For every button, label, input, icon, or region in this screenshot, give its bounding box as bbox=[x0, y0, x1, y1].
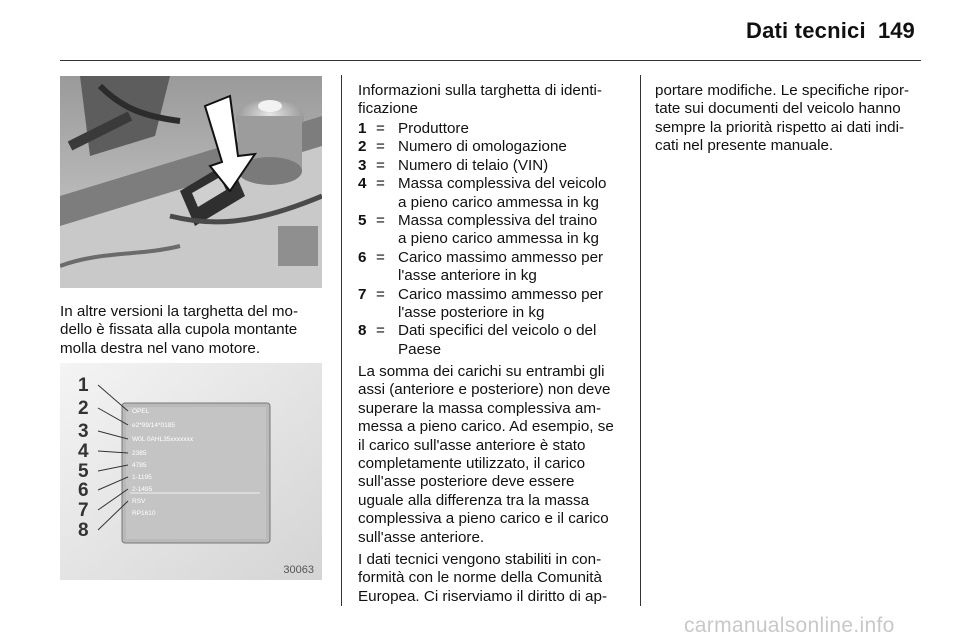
callout-number-3: 3 bbox=[78, 421, 89, 442]
callout-number-8: 8 bbox=[78, 520, 89, 541]
legend-text-continued: a pieno carico ammessa in kg bbox=[398, 230, 599, 248]
paragraph-line: tate sui documenti del veicolo hanno bbox=[655, 100, 901, 118]
column-divider-left bbox=[341, 75, 342, 606]
legend-text-continued: l'asse posteriore in kg bbox=[398, 303, 545, 321]
legend-number: 4 bbox=[358, 175, 367, 193]
callout-number-6: 6 bbox=[78, 480, 89, 501]
paragraph-line: La somma dei carichi su entrambi gli bbox=[358, 363, 605, 380]
paragraph-line: I dati tecnici vengono stabiliti in con- bbox=[358, 551, 602, 568]
paragraph-line: completamente utilizzato, il carico bbox=[358, 455, 586, 472]
column-divider-right bbox=[640, 75, 641, 606]
legend-intro-line-1: Informazioni sulla targhetta di identi- bbox=[358, 82, 602, 99]
legend-equals: = bbox=[376, 285, 385, 303]
legend-equals: = bbox=[376, 138, 385, 156]
legend-number: 8 bbox=[358, 322, 367, 340]
legend-equals: = bbox=[376, 322, 385, 340]
legend-number: 7 bbox=[358, 285, 367, 303]
plate-line-6: 1-1195 bbox=[132, 474, 152, 481]
plate-line-9: RP1610 bbox=[132, 510, 156, 517]
identification-plate-figure bbox=[60, 363, 322, 580]
engine-bay-photo bbox=[60, 76, 322, 288]
legend-text-continued: a pieno carico ammessa in kg bbox=[398, 193, 599, 211]
paragraph-line: formità con le norme della Comunità bbox=[358, 569, 602, 587]
plate-line-7: 2-1495 bbox=[132, 486, 153, 493]
legend-equals: = bbox=[376, 120, 385, 137]
figure-caption-line-1: In altre versioni la targhetta del mo- bbox=[60, 303, 299, 320]
paragraph-line: sull'asse posteriore deve essere bbox=[358, 473, 575, 491]
paragraph-line: sempre la priorità rispetto ai dati indi- bbox=[655, 118, 905, 136]
header-divider bbox=[60, 60, 921, 61]
paragraph-line: superare la massa complessiva am- bbox=[358, 399, 602, 417]
legend-text-continued: Paese bbox=[398, 340, 442, 358]
identification-plate-illustration bbox=[60, 363, 322, 580]
legend-number: 6 bbox=[358, 248, 367, 266]
legend-intro-line-2: ficazione bbox=[358, 100, 418, 118]
legend-text: Massa complessiva del veicolo bbox=[398, 175, 607, 193]
paragraph-line: assi (anteriore e posteriore) non deve bbox=[358, 381, 611, 399]
legend-text: Carico massimo ammesso per bbox=[398, 285, 604, 303]
paragraph-line: il carico sull'asse anteriore è stato bbox=[358, 436, 586, 454]
paragraph-line: sull'asse anteriore. bbox=[358, 528, 485, 546]
paragraph-line: Europea. Ci riserviamo il diritto di ap- bbox=[358, 587, 607, 605]
plate-line-5: 4785 bbox=[132, 462, 147, 469]
legend-text: Produttore bbox=[398, 120, 469, 137]
legend-equals: = bbox=[376, 248, 385, 266]
plate-line-3: W0L 0AHL35xxxxxxx bbox=[132, 436, 194, 443]
callout-number-7: 7 bbox=[78, 500, 89, 521]
paragraph-line: portare modifiche. Le specifiche ripor- bbox=[655, 82, 910, 99]
legend-text: Numero di omologazione bbox=[398, 138, 567, 156]
legend-text-continued: l'asse anteriore in kg bbox=[398, 267, 537, 285]
paragraph-line: messa a pieno carico. Ad esempio, se bbox=[358, 418, 614, 436]
legend-equals: = bbox=[376, 156, 385, 174]
figure-caption-line-3: molla destra nel vano motore. bbox=[60, 339, 261, 357]
legend-text: Massa complessiva del traino bbox=[398, 212, 598, 229]
legend-text: Carico massimo ammesso per bbox=[398, 248, 604, 266]
legend-equals: = bbox=[376, 175, 385, 193]
plate-line-4: 2385 bbox=[132, 450, 147, 457]
engine-bay-illustration bbox=[60, 76, 322, 288]
callout-number-4: 4 bbox=[78, 441, 89, 462]
legend-number: 3 bbox=[358, 156, 367, 174]
figure-code: 30063 bbox=[283, 564, 314, 576]
legend-equals: = bbox=[376, 212, 385, 229]
paragraph-line: uguale alla differenza tra la massa bbox=[358, 491, 590, 509]
legend-number: 1 bbox=[358, 120, 367, 137]
page-number: 149 bbox=[878, 18, 915, 43]
plate-line-1: OPEL bbox=[132, 408, 150, 415]
callout-number-1: 1 bbox=[78, 375, 89, 396]
paragraph-line: complessiva a pieno carico e il carico bbox=[358, 510, 609, 528]
plate-line-2: e2*99/14*0185 bbox=[132, 422, 176, 429]
paragraph-line: cati nel presente manuale. bbox=[655, 137, 834, 155]
legend-text: Numero di telaio (VIN) bbox=[398, 156, 549, 174]
figure-caption-line-2: dello è fissata alla cupola montante bbox=[60, 321, 298, 339]
page-title: Dati tecnici bbox=[746, 18, 866, 43]
legend-number: 5 bbox=[358, 212, 367, 229]
legend-number: 2 bbox=[358, 138, 367, 156]
callout-number-5: 5 bbox=[78, 461, 89, 482]
callout-number-2: 2 bbox=[78, 398, 89, 419]
plate-line-8: RSV bbox=[132, 498, 146, 505]
legend-text: Dati specifici del veicolo o del bbox=[398, 322, 597, 340]
watermark: carmanualsonline.info bbox=[684, 614, 895, 637]
